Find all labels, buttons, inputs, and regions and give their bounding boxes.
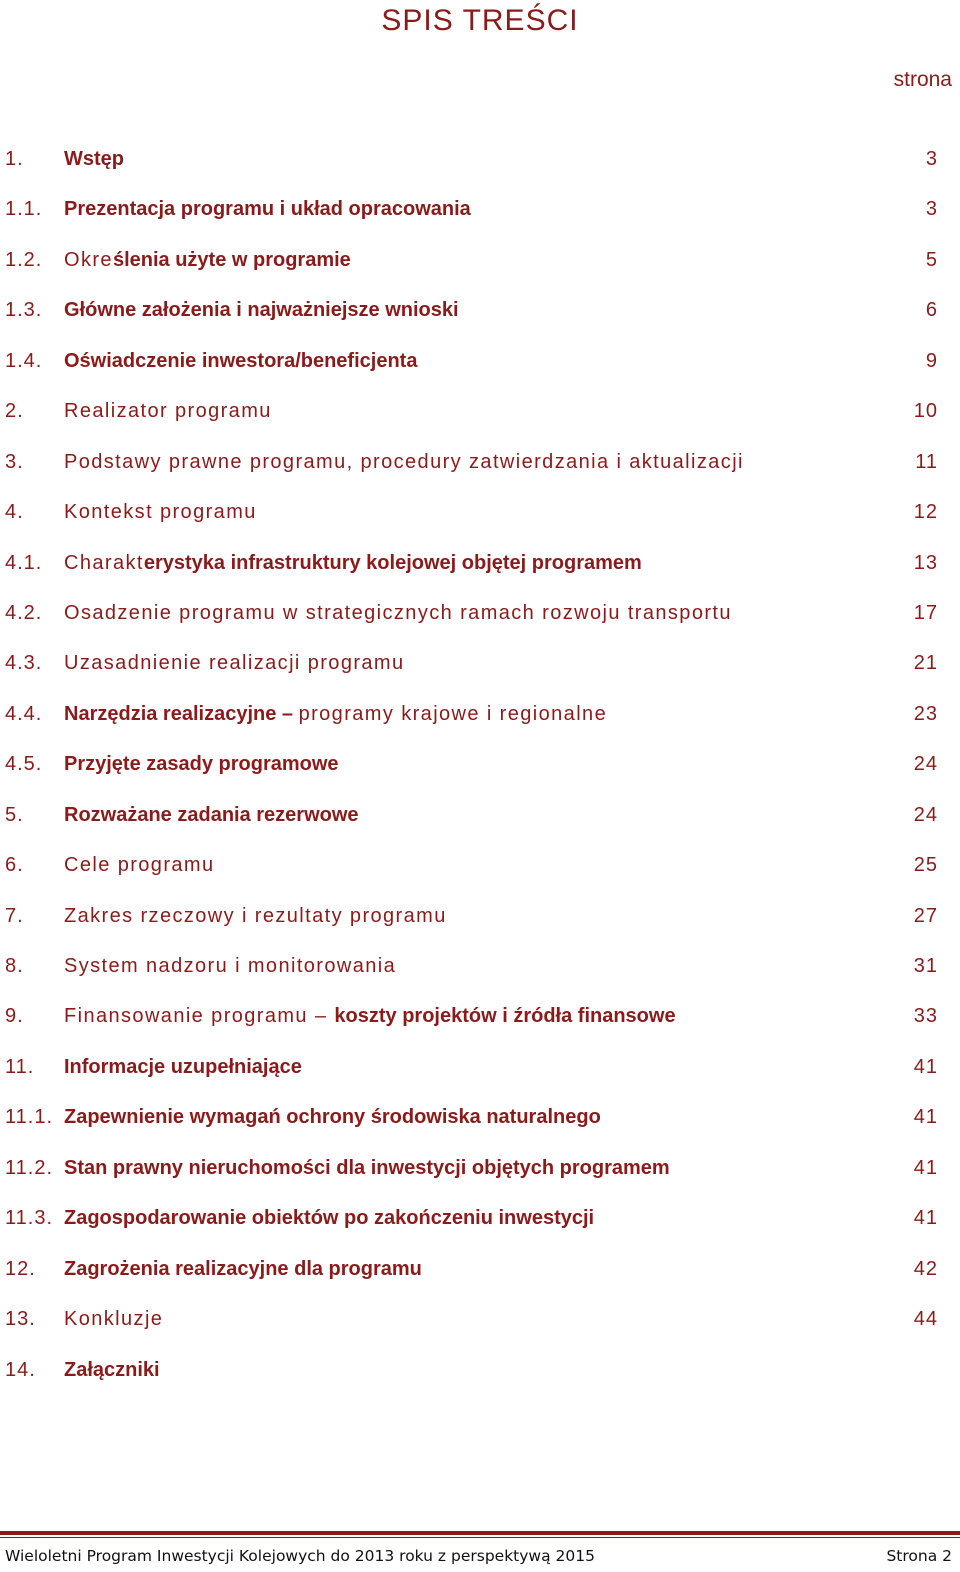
toc-entry[interactable] bbox=[0, 545, 960, 595]
toc-entry-title[interactable] bbox=[64, 847, 215, 883]
toc-entry-title[interactable] bbox=[64, 545, 642, 581]
page-title: SPIS TREŚCI bbox=[381, 4, 579, 37]
toc-entry-page: 3 bbox=[925, 198, 938, 221]
toc-entry-number: 4. bbox=[5, 501, 24, 524]
toc-entry[interactable] bbox=[0, 645, 960, 695]
toc-entry-number: 4.2. bbox=[5, 601, 43, 624]
toc-entry-title[interactable] bbox=[64, 898, 447, 934]
toc-entry-title[interactable] bbox=[64, 444, 744, 480]
toc-entry[interactable] bbox=[0, 948, 960, 998]
toc-entry-title-segment: Cele programu bbox=[64, 854, 215, 877]
toc-entry-title-segment: Informacje uzupełniające bbox=[64, 1055, 302, 1078]
toc-entry-page: 17 bbox=[913, 601, 938, 624]
toc-entry-title[interactable] bbox=[64, 1301, 163, 1337]
toc-entry-title[interactable] bbox=[64, 191, 471, 227]
toc-entry-title-segment: Okre bbox=[64, 248, 113, 271]
toc-entry-title-segment: Podstawy prawne programu, procedury zatwierdzania i aktualizacji bbox=[64, 450, 744, 473]
toc-entry-title[interactable] bbox=[64, 645, 405, 681]
toc-entry[interactable] bbox=[0, 494, 960, 544]
toc-entry-page: 25 bbox=[913, 854, 938, 877]
toc-entry[interactable] bbox=[0, 141, 960, 191]
toc-entry[interactable] bbox=[0, 444, 960, 494]
toc-entry-number: 12. bbox=[5, 1257, 36, 1280]
toc-entry-page: 11 bbox=[915, 450, 938, 473]
toc-entry-title[interactable] bbox=[64, 1049, 302, 1085]
toc-entry[interactable] bbox=[0, 1049, 960, 1099]
toc-entry-number: 11.1. bbox=[5, 1106, 53, 1129]
toc-entry[interactable] bbox=[0, 242, 960, 292]
footer-page-number: Strona 2 bbox=[886, 1547, 952, 1565]
toc-entry-title[interactable] bbox=[64, 746, 339, 782]
toc-entry[interactable] bbox=[0, 1099, 960, 1149]
toc-entry-title[interactable] bbox=[64, 948, 396, 984]
page-column-label: strona bbox=[893, 68, 952, 91]
toc-entry-title-segment: Kontekst programu bbox=[64, 501, 257, 524]
toc-entry[interactable] bbox=[0, 797, 960, 847]
toc-entry-page: 6 bbox=[925, 299, 938, 322]
toc-entry[interactable] bbox=[0, 998, 960, 1048]
toc-entry-page: 41 bbox=[913, 1207, 938, 1230]
toc-entry-number: 1.3. bbox=[5, 299, 43, 322]
toc-entry-number: 1.1. bbox=[5, 198, 43, 221]
toc-entry-number: 4.1. bbox=[5, 551, 43, 574]
toc-entry-title-segment: Prezentacja programu i układ opracowania bbox=[64, 198, 471, 221]
toc-entry-title-segment: Oświadczenie inwestora/beneficjenta bbox=[64, 349, 418, 372]
toc-entry-page: 3 bbox=[925, 148, 938, 170]
toc-entry-title[interactable] bbox=[64, 494, 257, 530]
toc-entry-title-segment: Narzędzia realizacyjne – bbox=[64, 702, 299, 725]
toc-entry-title[interactable] bbox=[64, 998, 676, 1034]
toc-entry-title[interactable] bbox=[64, 1150, 670, 1186]
toc-entry-page: 41 bbox=[913, 1156, 938, 1179]
toc-entry-title-segment: System nadzoru i monitorowania bbox=[64, 955, 397, 977]
toc-entry[interactable] bbox=[0, 1352, 960, 1392]
toc-entry-title-segment: Zapewnienie wymagań ochrony środowiska naturalnego bbox=[64, 1106, 601, 1129]
toc-entry-page: 24 bbox=[913, 803, 938, 826]
toc-entry-title[interactable] bbox=[64, 797, 359, 833]
toc-entry-page: 23 bbox=[913, 702, 938, 725]
toc-entry-title-segment: Finansowanie programu – bbox=[64, 1005, 335, 1028]
toc-entry-number: 1. bbox=[5, 148, 24, 170]
toc-entry-page: 27 bbox=[913, 904, 938, 927]
toc-entry-title-segment: Realizator programu bbox=[64, 400, 272, 423]
toc-entry-number: 11.2. bbox=[5, 1156, 53, 1179]
toc-entry-number: 4.5. bbox=[5, 753, 43, 776]
toc-entry[interactable] bbox=[0, 393, 960, 443]
toc-entry-title-segment: Zakres rzeczowy i rezultaty programu bbox=[64, 904, 447, 927]
toc-entry-number: 1.2. bbox=[5, 248, 43, 271]
toc-entry[interactable] bbox=[0, 292, 960, 342]
toc-entry-title[interactable] bbox=[64, 141, 124, 177]
toc-entry-number: 14. bbox=[5, 1358, 36, 1381]
toc-entry-title[interactable] bbox=[64, 1200, 594, 1236]
toc-entry-title-segment: Przyjęte zasady programowe bbox=[64, 753, 339, 776]
toc-entry-title-segment: Zagospodarowanie obiektów po zakończeniu inwestycji bbox=[64, 1207, 595, 1230]
toc-entry-page: 41 bbox=[913, 1055, 938, 1078]
toc-entry[interactable] bbox=[0, 343, 960, 393]
toc-entry-page: 10 bbox=[913, 400, 938, 423]
toc-entry-page: 31 bbox=[913, 955, 938, 977]
toc-entry-number: 4.3. bbox=[5, 652, 43, 675]
toc-entry-title-segment: koszty projektów i źródła finansowe bbox=[334, 1005, 676, 1028]
toc-entry-number: 9. bbox=[5, 1005, 24, 1028]
footer-divider bbox=[0, 1531, 960, 1535]
toc-entry-title[interactable] bbox=[64, 292, 459, 328]
toc-entry-page: 21 bbox=[913, 652, 938, 675]
toc-entry-number: 11. bbox=[5, 1055, 35, 1078]
toc-entry[interactable] bbox=[0, 1150, 960, 1200]
toc-entry-page: 9 bbox=[925, 349, 938, 372]
toc-entry-title-segment: Wstęp bbox=[64, 148, 124, 170]
toc-entry-title-segment: Uzasadnienie realizacji programu bbox=[64, 652, 405, 675]
toc-entry-title-segment: erystyka infrastruktury kolejowej objętej programem bbox=[143, 551, 642, 574]
toc-entry-title-segment: Rozważane zadania rezerwowe bbox=[64, 803, 359, 826]
toc-entry-number: 5. bbox=[5, 803, 24, 826]
toc-entry-number: 11.3. bbox=[5, 1207, 53, 1230]
toc-entry-title[interactable] bbox=[64, 1251, 422, 1287]
toc-entry-title[interactable] bbox=[64, 1099, 601, 1135]
toc-entry-title-segment: Główne założenia i najważniejsze wnioski bbox=[64, 299, 459, 322]
toc-entry[interactable] bbox=[0, 595, 960, 645]
toc-entry-page: 41 bbox=[913, 1106, 938, 1129]
toc-entry-page: 24 bbox=[913, 753, 938, 776]
footer-document-title: Wieloletni Program Inwestycji Kolejowych do 2013 roku z perspektywą 2015 bbox=[5, 1547, 595, 1565]
toc-entry-page: 13 bbox=[913, 551, 938, 574]
toc-entry-number: 1.4. bbox=[5, 349, 43, 372]
toc-entry-title-segment: ślenia użyte w programie bbox=[112, 248, 351, 271]
toc-entry-title[interactable] bbox=[64, 1352, 160, 1388]
toc-entry[interactable] bbox=[0, 696, 960, 746]
toc-entry-number: 13. bbox=[5, 1308, 36, 1331]
toc-entry-title-segment: programy krajowe i regionalne bbox=[298, 702, 608, 725]
toc-entry-title-segment: Stan prawny nieruchomości dla inwestycji objętych programem bbox=[64, 1156, 670, 1179]
toc-entry-page: 12 bbox=[913, 501, 938, 524]
toc-entry[interactable] bbox=[0, 1301, 960, 1351]
toc-entry[interactable] bbox=[0, 746, 960, 796]
toc-entry-title[interactable] bbox=[64, 242, 351, 278]
toc-entry-number: 7. bbox=[5, 904, 24, 927]
toc-entry-page: 42 bbox=[913, 1257, 938, 1280]
toc-entry-number: 4.4. bbox=[5, 702, 43, 725]
toc-entry[interactable] bbox=[0, 1200, 960, 1250]
toc-entry-title[interactable] bbox=[64, 595, 732, 631]
toc-entry[interactable] bbox=[0, 898, 960, 948]
toc-entry[interactable] bbox=[0, 847, 960, 897]
toc-entry[interactable] bbox=[0, 1251, 960, 1301]
toc-entry-title-segment: Charakt bbox=[64, 551, 144, 574]
toc-entry-number: 8. bbox=[5, 955, 24, 977]
toc-entry-page: 44 bbox=[913, 1308, 938, 1331]
toc-entry-number: 3. bbox=[5, 450, 24, 473]
toc-entry-title-segment: Zagrożenia realizacyjne dla programu bbox=[64, 1257, 422, 1280]
toc-entry-title-segment: Osadzenie programu w strategicznych ramach rozwoju transportu bbox=[64, 601, 732, 624]
toc-entry[interactable] bbox=[0, 191, 960, 241]
toc-entry-title[interactable] bbox=[64, 343, 417, 379]
toc-entry-page: 33 bbox=[913, 1005, 938, 1028]
toc-entry-title-segment: Konkluzje bbox=[64, 1308, 164, 1331]
toc-entry-title-segment: Załączniki bbox=[64, 1358, 160, 1381]
footer-divider-thin bbox=[0, 1537, 960, 1538]
toc-entry-number: 6. bbox=[5, 854, 24, 877]
table-of-contents bbox=[0, 141, 960, 1392]
toc-entry-number: 2. bbox=[5, 400, 24, 423]
toc-entry-title[interactable] bbox=[64, 696, 607, 732]
toc-entry-page: 5 bbox=[925, 248, 938, 271]
toc-entry-title[interactable] bbox=[64, 393, 272, 429]
